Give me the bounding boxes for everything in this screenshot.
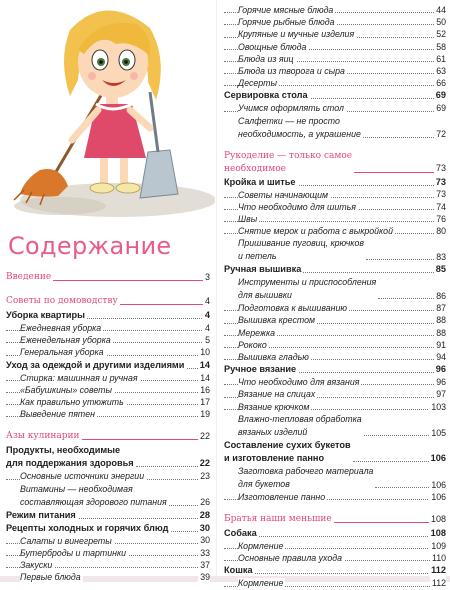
leader-dots xyxy=(353,461,429,462)
toc-subheading[interactable] xyxy=(224,176,446,189)
toc-entry-text: Крупяные и мучные изделия xyxy=(238,29,355,40)
toc-entry[interactable] xyxy=(6,559,210,571)
toc-entry-text: Что необходимо для шитья xyxy=(238,201,356,212)
toc-entry[interactable] xyxy=(6,334,210,346)
toc-entry-text: необходимость, а украшение xyxy=(238,128,361,139)
toc-entry-text: Советы начинающим xyxy=(238,189,329,200)
toc-entry[interactable] xyxy=(224,77,446,89)
toc-entry-text: для вышивки xyxy=(238,290,292,301)
toc-entry-text: Овощные блюда xyxy=(238,41,307,52)
toc-entry-text: Вязание на спицах xyxy=(238,389,316,400)
toc-entry[interactable] xyxy=(224,314,446,326)
toc-entry[interactable] xyxy=(224,16,446,28)
toc-entry-text: Мережка xyxy=(238,327,276,338)
toc-subheading[interactable] xyxy=(6,309,210,322)
toc-entry-text: Выведение пятен xyxy=(20,409,95,420)
toc-entry-text: Учимся оформлять стол xyxy=(238,103,344,114)
page-number: 4 xyxy=(205,322,210,333)
toc-entry[interactable] xyxy=(6,547,210,559)
toc-entry-text: Бутерброды и тартинки xyxy=(20,547,127,558)
page-number: 96 xyxy=(436,377,446,388)
page-number: 14 xyxy=(199,359,210,370)
toc-entry-text: и петель xyxy=(238,251,277,262)
toc-entry-text: Продукты, необходимые xyxy=(6,445,121,456)
toc-entry-text: для букетов xyxy=(238,478,290,489)
toc-entry-text: Кройка и шитье xyxy=(224,176,296,187)
page-number: 61 xyxy=(436,53,446,64)
toc-entry[interactable] xyxy=(224,302,446,314)
toc-section-heading[interactable] xyxy=(6,294,210,309)
toc-entry-text: Режим питания xyxy=(6,509,76,520)
page-number: 33 xyxy=(200,547,210,558)
column-divider xyxy=(216,0,217,582)
toc-entry[interactable] xyxy=(224,401,446,413)
toc-entry[interactable] xyxy=(224,465,446,491)
toc-entry-text: Азы кулинарии xyxy=(6,431,80,442)
page-number: 16 xyxy=(200,384,210,395)
toc-entry[interactable] xyxy=(224,388,446,400)
leader-dots xyxy=(169,505,199,506)
section-gap xyxy=(224,503,446,512)
toc-entry-text: Снятие мерок и работа с выкройкой xyxy=(238,226,393,237)
toc-entry-text: Ручная вышивка xyxy=(224,264,302,275)
page-number: 73 xyxy=(435,162,446,173)
section-gap xyxy=(6,420,210,429)
page-number: 5 xyxy=(205,335,210,346)
toc-entry[interactable] xyxy=(224,53,446,65)
toc-entry[interactable] xyxy=(224,201,446,213)
page-number: 106 xyxy=(431,491,446,502)
toc-entry[interactable] xyxy=(6,396,210,408)
toc-entry-text: Салаты и винегреты xyxy=(20,535,112,546)
toc-entry-text: «Бабушкины» советы xyxy=(20,384,112,395)
page-number: 23 xyxy=(200,471,210,482)
shoe-right xyxy=(116,183,140,193)
toc-entry-text: Братья наши меньшие xyxy=(224,513,332,524)
page-number: 97 xyxy=(436,389,446,400)
toc-entry-text: Горячие рыбные блюда xyxy=(238,17,335,28)
toc-entry-text: Изготовление панно xyxy=(238,491,326,502)
page-number: 50 xyxy=(436,17,446,28)
toc-subheading[interactable] xyxy=(6,509,210,522)
toc-entry[interactable] xyxy=(6,408,210,420)
page-number: 88 xyxy=(436,315,446,326)
page-number: 44 xyxy=(436,4,446,15)
page-number: 39 xyxy=(200,572,210,583)
toc-entry-text: Как правильно утюжить xyxy=(20,396,124,407)
toc-entry[interactable] xyxy=(224,540,446,552)
toc-entry-text: Уход за одеждой и другими изделиями xyxy=(6,359,185,370)
page-number: 109 xyxy=(431,540,446,551)
page-number: 87 xyxy=(436,303,446,314)
toc-section-heading[interactable] xyxy=(6,270,210,285)
toc-entry-text: Рецепты холодных и горячих блюд xyxy=(6,522,169,533)
page-number: 88 xyxy=(436,327,446,338)
toc-entry-text: Подготовка к вышиванию xyxy=(238,303,347,314)
toc-entry[interactable] xyxy=(6,322,210,334)
toc-entry-text: Генеральная уборка xyxy=(20,347,104,358)
toc-entry[interactable] xyxy=(224,552,446,564)
toc-section-heading[interactable] xyxy=(224,150,446,176)
toc-entry[interactable] xyxy=(224,276,446,302)
toc-entry[interactable] xyxy=(224,339,446,351)
toc-subheading[interactable] xyxy=(6,444,210,470)
toc-subheading[interactable] xyxy=(224,439,446,465)
page-number: 103 xyxy=(431,401,446,412)
toc-entry[interactable] xyxy=(6,470,210,482)
toc-entry-text: Сервировка стола xyxy=(224,90,308,101)
toc-entry[interactable] xyxy=(224,327,446,339)
page-number: 30 xyxy=(200,535,210,546)
page-number: 108 xyxy=(430,527,446,538)
toc-entry-text: и изготовление панно xyxy=(224,452,325,463)
toc-entry[interactable] xyxy=(224,491,446,503)
toc-entry-text: Кормление xyxy=(238,578,284,589)
toc-subheading[interactable] xyxy=(224,263,446,276)
toc-entry-text: Кормление xyxy=(238,540,284,551)
toc-entry[interactable] xyxy=(224,213,446,225)
page-number: 17 xyxy=(200,396,210,407)
toc-subheading[interactable] xyxy=(6,359,210,372)
page-number: 106 xyxy=(431,479,446,490)
leader-dots xyxy=(364,435,430,436)
toc-section-heading[interactable] xyxy=(224,512,446,527)
page-number: 4 xyxy=(203,294,210,309)
leader-dots xyxy=(363,137,434,138)
toc-entry-text: для поддержания здоровья xyxy=(6,458,134,469)
toc-entry-text: Основные правила ухода xyxy=(238,553,342,564)
toc-entry[interactable] xyxy=(224,65,446,77)
page-number: 108 xyxy=(429,512,446,527)
toc-entry-text: Первые блюда xyxy=(20,572,81,583)
toc-entry[interactable] xyxy=(224,4,446,16)
toc-entry-text: Рукоделие — только самое xyxy=(224,150,353,161)
toc-entry-text: Заготовка рабочего материала xyxy=(238,465,374,476)
toc-entry-text: Введение xyxy=(6,272,52,282)
toc-entry[interactable] xyxy=(224,41,446,53)
page-number: 28 xyxy=(199,509,210,520)
toc-entry[interactable] xyxy=(6,372,210,384)
toc-entry-text: Влажно-тепловая обработка xyxy=(238,413,362,424)
toc-entry-text: Закуски xyxy=(20,559,53,570)
section-gap xyxy=(6,285,210,294)
shoe-left xyxy=(90,183,114,193)
section-gap xyxy=(224,141,446,150)
toc-entry-text: Ручное вязание xyxy=(224,364,297,375)
toc-column-left xyxy=(6,270,210,583)
toc-section-heading[interactable] xyxy=(6,429,210,444)
toc-entry-text: Пришивание пуговиц, крючков xyxy=(238,238,364,249)
toc-entry-text: составляющая здорового питания xyxy=(20,496,167,507)
toc-entry-text: Витамины — необходимая xyxy=(20,483,133,494)
toc-entry-text: Десерты xyxy=(238,78,277,89)
page-number: 80 xyxy=(436,226,446,237)
toc-entry-text: Ежедневная уборка xyxy=(20,323,102,333)
page-number: 69 xyxy=(436,103,446,114)
toc-entry-text: Горячие мясные блюда xyxy=(238,5,334,15)
page-number: 106 xyxy=(430,452,446,463)
toc-entry[interactable] xyxy=(6,483,210,509)
leader-dots xyxy=(136,466,198,467)
page-number: 72 xyxy=(436,129,446,140)
toc-subheading[interactable] xyxy=(224,363,446,376)
page-number: 4 xyxy=(204,310,210,320)
page-number: 14 xyxy=(200,372,210,383)
toc-entry[interactable] xyxy=(224,376,446,388)
toc-entry[interactable] xyxy=(224,351,446,363)
toc-entry[interactable] xyxy=(224,413,446,439)
toc-entry[interactable] xyxy=(224,189,446,201)
toc-entry-text: Блюда из яиц xyxy=(238,53,294,64)
page-number: 76 xyxy=(436,213,446,224)
toc-entry-text: Кошка xyxy=(224,565,253,576)
toc-entry[interactable] xyxy=(224,115,446,141)
toc-entry-text: Вязание крючком xyxy=(238,401,310,412)
page-number: 73 xyxy=(435,176,446,187)
page-number: 94 xyxy=(436,351,446,362)
page-number: 22 xyxy=(198,429,210,444)
page-number: 86 xyxy=(436,291,446,302)
page-number: 26 xyxy=(200,497,210,508)
page-number: 58 xyxy=(436,41,446,52)
page-number: 30 xyxy=(199,522,210,533)
page-number: 110 xyxy=(431,553,446,564)
page-number: 63 xyxy=(436,65,446,76)
toc-entry[interactable] xyxy=(6,535,210,547)
page-number: 52 xyxy=(436,29,446,40)
toc-entry-text: Вышивка крестом xyxy=(238,315,316,326)
toc-entry-text: Рококо xyxy=(238,339,267,350)
page-number: 3 xyxy=(203,270,210,285)
toc-entry-text: Швы xyxy=(238,213,258,224)
page-number: 112 xyxy=(431,578,446,589)
leader-dots xyxy=(366,259,434,260)
page-number: 37 xyxy=(200,559,210,570)
toc-entry-text: Блюда из творога и сыра xyxy=(238,65,345,76)
toc-entry-text: необходимое xyxy=(224,163,286,174)
toc-entry-text: Составление сухих букетов xyxy=(224,439,351,450)
toc-entry[interactable] xyxy=(6,346,210,358)
page-number: 66 xyxy=(436,78,446,89)
toc-column-right xyxy=(224,4,446,590)
toc-entry-text: Собака xyxy=(224,527,257,538)
toc-subheading[interactable] xyxy=(6,522,210,535)
toc-entry-text: Что необходимо для вязания xyxy=(238,377,360,388)
page-number: 105 xyxy=(431,427,446,438)
page-number: 85 xyxy=(435,264,446,275)
toc-entry-text: Основные источники энергии xyxy=(20,471,145,482)
toc-entry-text: Советы по домоводству xyxy=(6,296,118,306)
toc-entry-text: Стирка: машинная и ручная xyxy=(20,372,138,383)
toc-entry-text: вязаных изделий xyxy=(238,426,308,437)
girl-sweeping-illustration xyxy=(0,0,215,228)
page-title: Содержание xyxy=(8,232,172,260)
toc-entry[interactable] xyxy=(224,237,446,263)
leader-dots xyxy=(375,487,429,488)
toc-entry[interactable] xyxy=(224,28,446,40)
page-number: 83 xyxy=(436,252,446,263)
leader-dots xyxy=(378,298,434,299)
toc-entry-text: Салфетки — не просто xyxy=(238,115,340,126)
toc-entry[interactable] xyxy=(6,384,210,396)
toc-entry[interactable] xyxy=(224,102,446,114)
toc-entry-text: Уборка квартиры xyxy=(6,310,85,320)
toc-entry[interactable] xyxy=(224,225,446,237)
page-number: 22 xyxy=(199,458,210,469)
page-number: 91 xyxy=(436,339,446,350)
leader-dots xyxy=(354,172,434,173)
page-number: 69 xyxy=(435,90,446,101)
broom-head xyxy=(20,169,68,197)
page-number: 112 xyxy=(431,565,446,576)
page-number: 96 xyxy=(435,364,446,375)
page-number: 10 xyxy=(200,347,210,358)
toc-subheading[interactable] xyxy=(224,89,446,102)
toc-entry-text: Инструменты и приспособления xyxy=(238,277,377,288)
toc-entry-text: Вышивка гладью xyxy=(238,352,309,362)
page-number: 19 xyxy=(200,409,210,420)
page-number: 74 xyxy=(436,201,446,212)
toc-entry-text: Еженедельная уборка xyxy=(20,335,111,346)
page-number: 73 xyxy=(436,189,446,200)
toc-subheading[interactable] xyxy=(224,527,446,540)
